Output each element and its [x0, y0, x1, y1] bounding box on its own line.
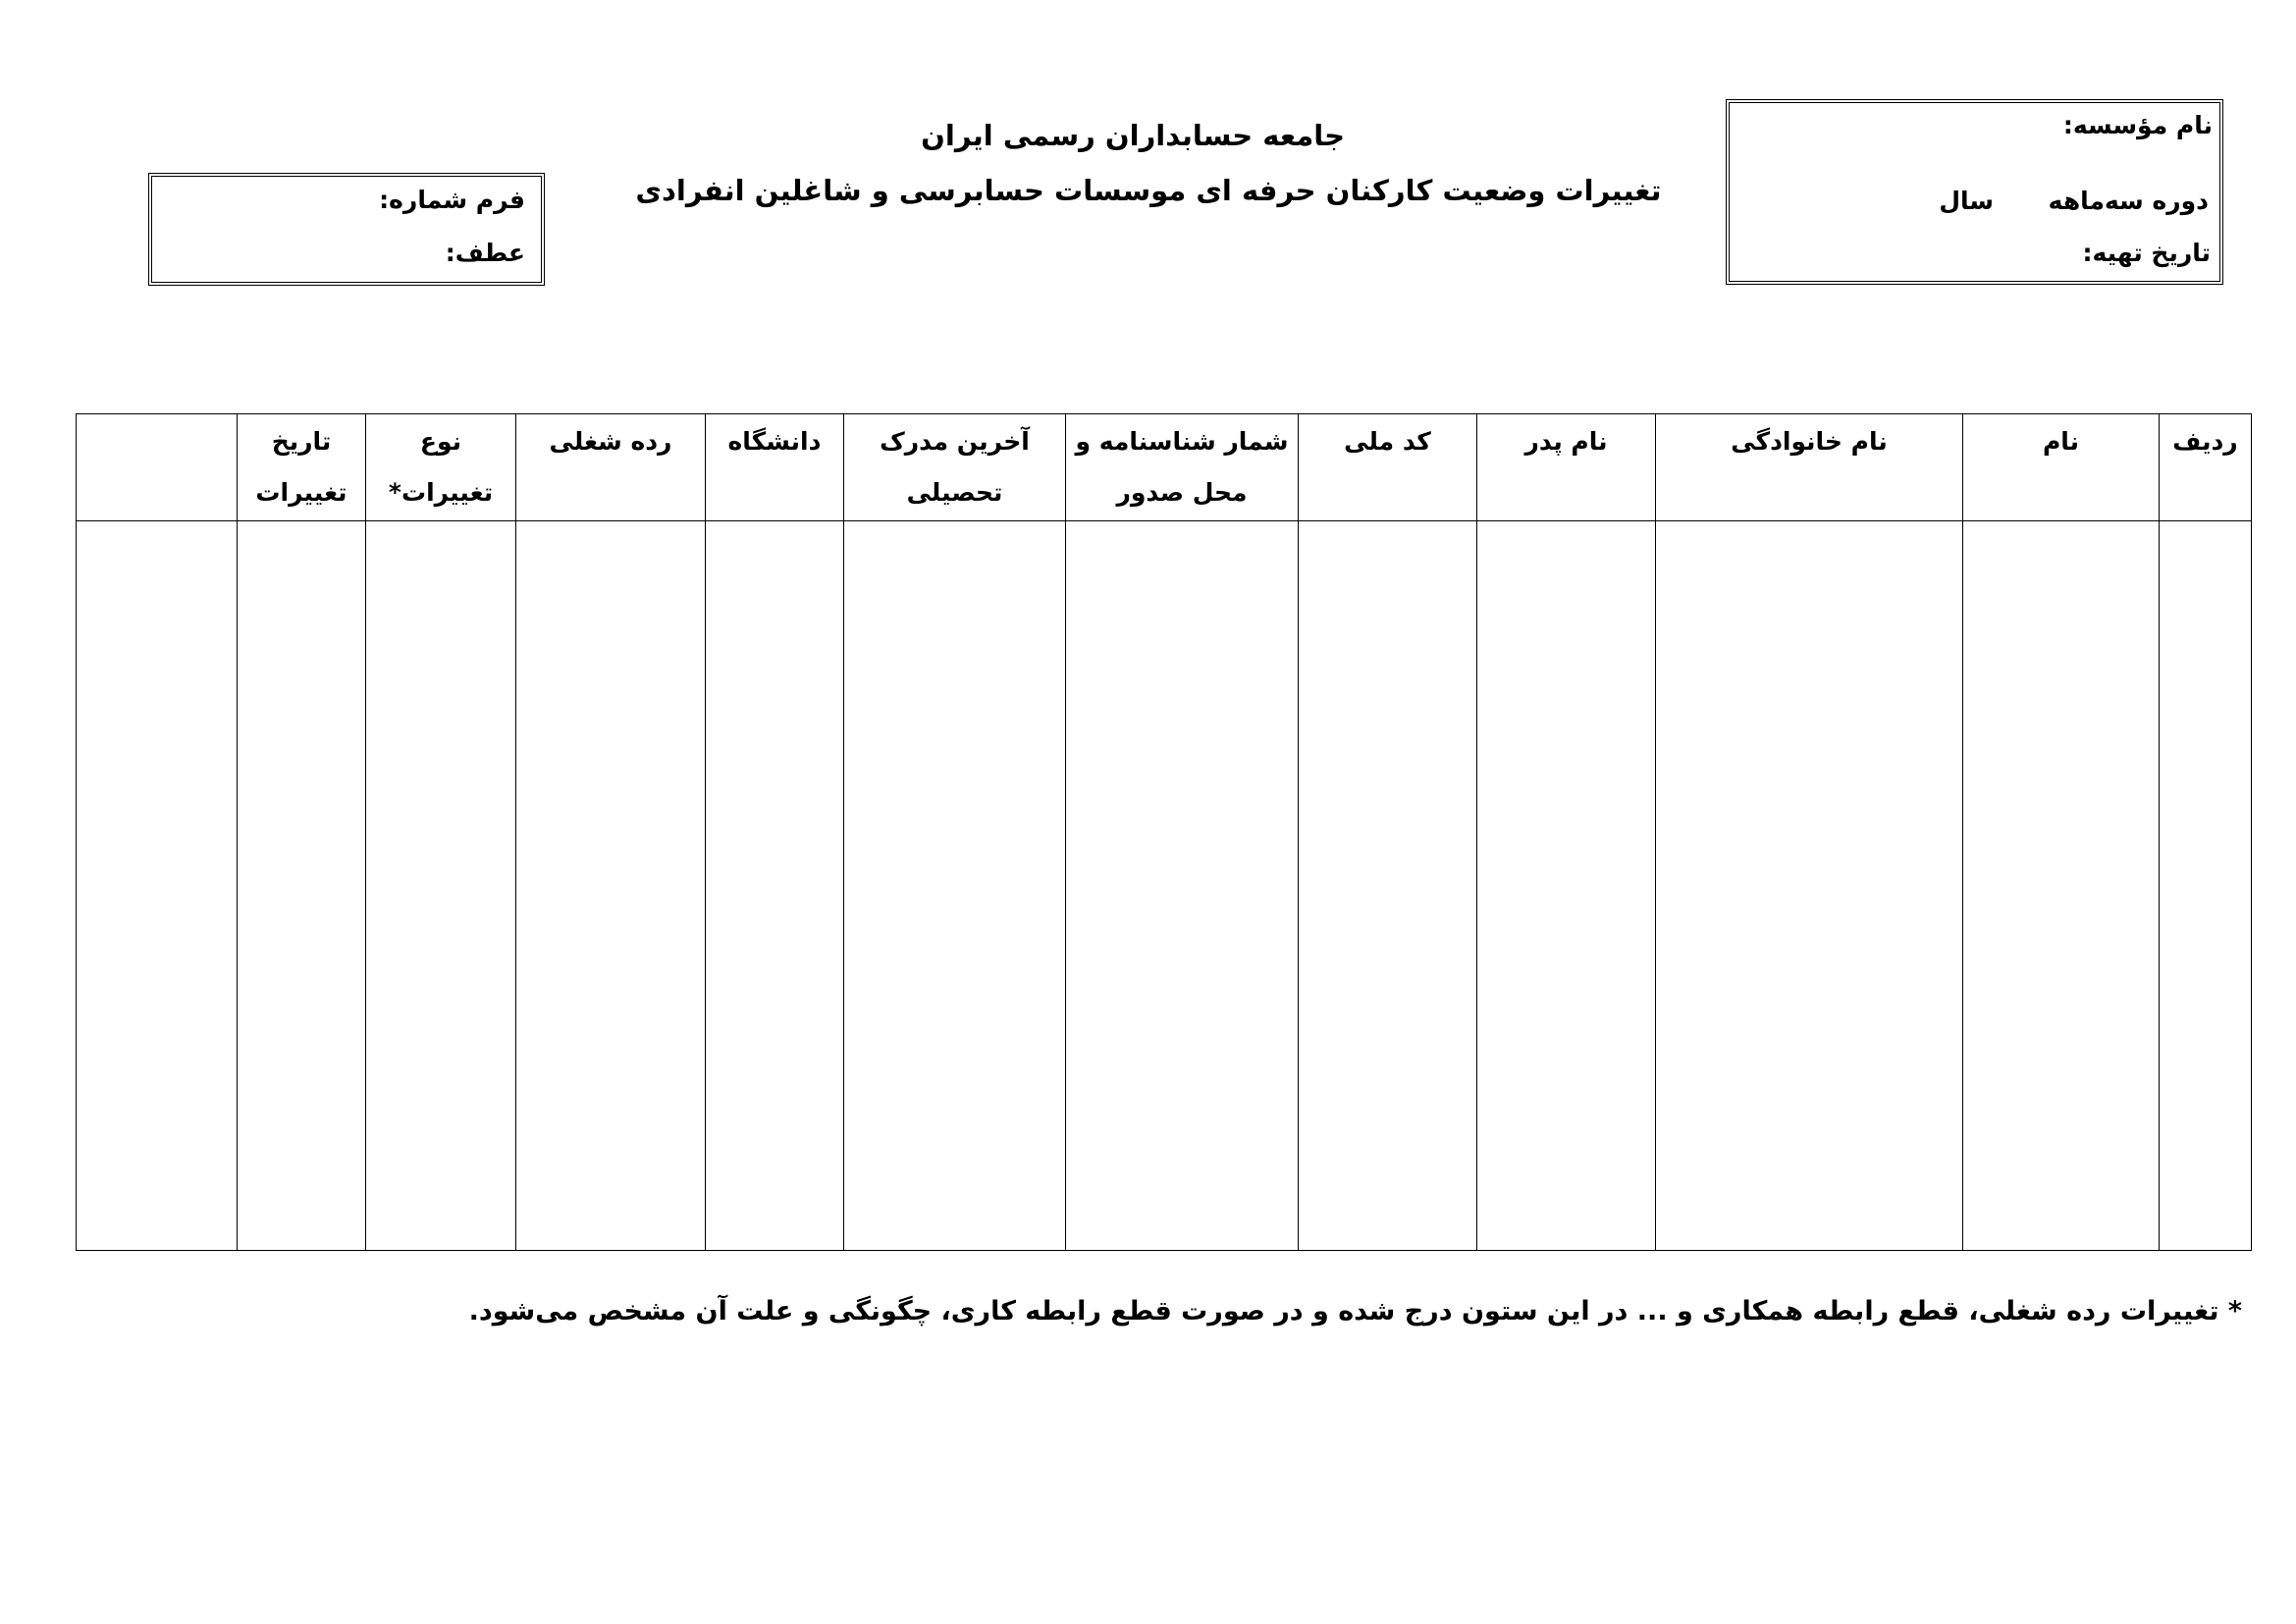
institution-name-label: نام مؤسسه: — [2062, 111, 2213, 139]
col-header-university: دانشگاه — [706, 414, 844, 521]
col-header-last-name: نام خانوادگی — [1656, 414, 1963, 521]
employee-changes-table — [76, 413, 2252, 1251]
col-header-row-number: ردیف — [2160, 414, 2252, 521]
reference-label: عطف: — [445, 239, 525, 267]
table-cell[interactable] — [1656, 521, 1963, 1251]
period-label: دوره سه‌ماهه — [2048, 187, 2209, 215]
table-cell[interactable] — [706, 521, 844, 1251]
table-cell[interactable] — [844, 521, 1066, 1251]
year-label: سال — [1939, 187, 1994, 215]
table-cell[interactable] — [1299, 521, 1477, 1251]
table-cell[interactable] — [77, 521, 238, 1251]
table-cell[interactable] — [1963, 521, 2160, 1251]
col-header-first-name: نام — [1963, 414, 2160, 521]
col-header-job-rank: رده شغلی — [516, 414, 706, 521]
col-header-last-degree: آخرین مدرک تحصیلی — [844, 414, 1066, 521]
col-header-change-date: تاریخ تغییرات — [238, 414, 366, 521]
prepared-date-label: تاریخ تهیه: — [2082, 239, 2211, 267]
table-cell[interactable] — [1066, 521, 1299, 1251]
col-header-change-type: نوع تغییرات* — [366, 414, 516, 521]
footnote: * تغییرات رده شغلی، قطع رابطه همکاری و ... در این ستون درج شده و در صورت قطع رابطه کاری، چگونگی و علت آن مشخص می‌شود. — [468, 1296, 2242, 1326]
table-cell[interactable] — [366, 521, 516, 1251]
table-body-row — [77, 521, 2252, 1251]
col-header-national-code: کد ملی — [1299, 414, 1477, 521]
col-header-blank — [77, 414, 238, 521]
table-cell[interactable] — [1477, 521, 1656, 1251]
table-cell[interactable] — [516, 521, 706, 1251]
form-number-label: فرم شماره: — [379, 186, 525, 214]
col-header-id-number-place: شمار شناسنامه و محل صدور — [1066, 414, 1299, 521]
page-title: جامعه حسابداران رسمی ایران — [921, 119, 1345, 152]
table-cell[interactable] — [238, 521, 366, 1251]
table-cell[interactable] — [2160, 521, 2252, 1251]
col-header-father-name: نام پدر — [1477, 414, 1656, 521]
page-subtitle: تغییرات وضعیت کارکنان حرفه ای موسسات حسابرسی و شاغلین انفرادی — [635, 174, 1662, 207]
table-header-row — [77, 414, 2252, 521]
